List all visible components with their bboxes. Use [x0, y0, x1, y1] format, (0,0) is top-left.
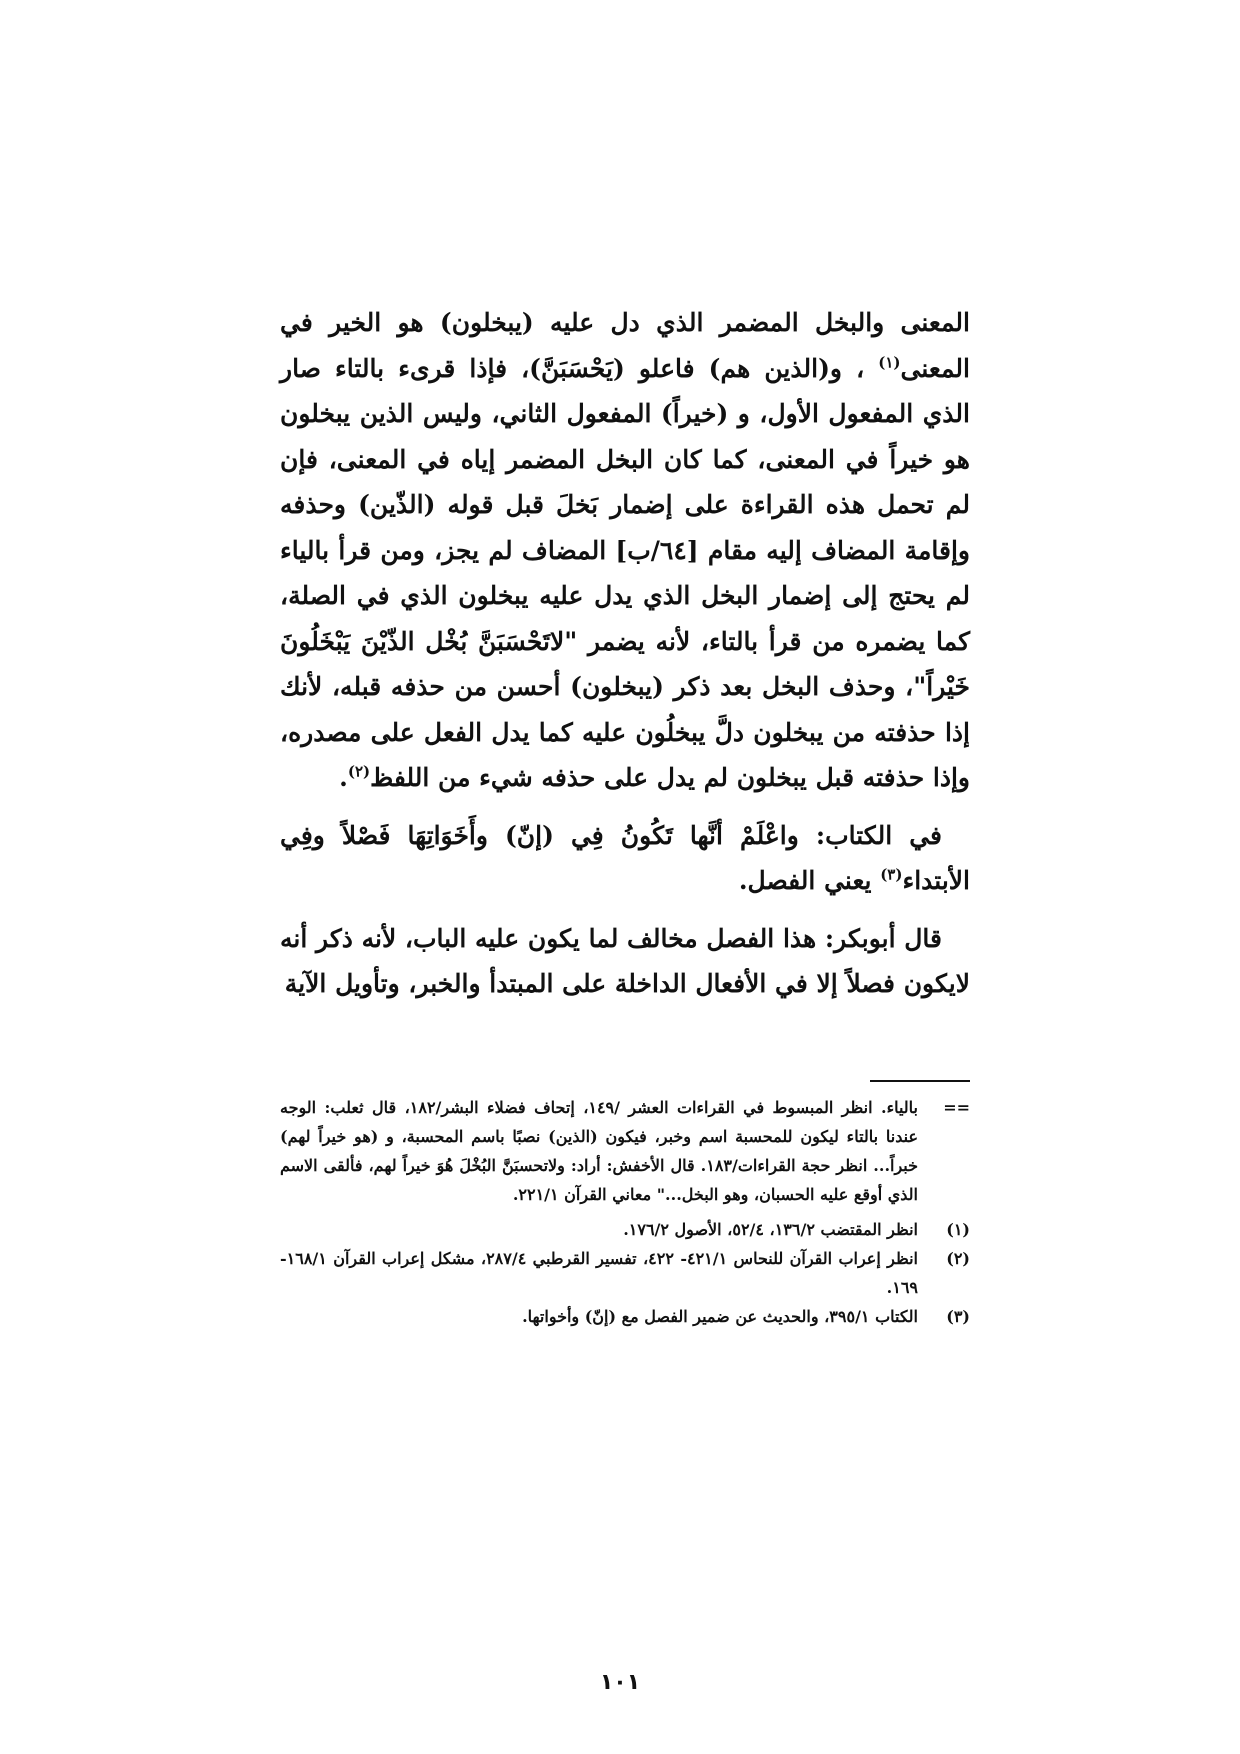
footnote-mark: (٢)	[946, 1249, 970, 1268]
footnote-separator	[870, 1080, 970, 1082]
text-line: و (خيراً) المفعول الثاني، وليس الذين يبخلون هو خيراً في المعنى، كما	[280, 399, 970, 474]
text-punct: .	[339, 763, 348, 792]
text-line: بُخْل الذّيْنَ يَبْخَلُونَ خَيْراً"، وحذف البخل بعد ذكر (يبخلون) أحسن من	[280, 626, 970, 701]
footnote-mark: ==	[943, 1098, 970, 1117]
footnote-mark: (٣)	[946, 1307, 970, 1326]
footnote-mark: (١)	[946, 1220, 970, 1239]
text-line: حذفه قبله، لأنك إذا حذفته من يبخلون دلَّ يبخلُون عليه كما يدل الفعل	[280, 672, 970, 747]
footnote-1	[280, 1215, 970, 1244]
footnote-text: انظر إعراب القرآن للنحاس ٤٢١/١- ٤٢٢، تفسير القرطبي ٢٨٧/٤، مشكل إعراب القرآن ١٦٨/١- ١٦٩.	[280, 1249, 919, 1297]
footnote-ref: (١)	[878, 353, 901, 372]
footnote-continued	[280, 1093, 970, 1209]
paragraph-1	[280, 300, 970, 801]
text-line: قال أبوبكر: هذا الفصل مخالف لما يكون عليه الباب، لأنه ذكر أنه لايكون فصلاً إلا في الأفعال الداخلة على المبتدأ والخبر، وتأويل الآية	[280, 923, 970, 998]
footnote-3	[280, 1302, 970, 1331]
footnotes	[280, 1093, 970, 1331]
text-line: يعني الفصل.	[738, 866, 881, 895]
footnote-ref: (٢)	[347, 762, 371, 781]
text-line: بَخلَ قبل قوله (الذّين) وحذفه وإقامة المضاف إليه مقام [٦٤/ب] المضاف	[280, 490, 970, 565]
text-line: في الكتاب: واعْلَمْ أنَّها تَكُونُ فِي (إنّ) وأَخَوَاتِهَا فَصْلاً وفِي الأبتداء	[280, 820, 970, 895]
footnote-ref: (٣)	[880, 865, 903, 884]
text-line: اللفظ	[370, 763, 430, 792]
text-line: المعنى والبخل المضمر الذي دل عليه (يبخلون) هو الخير في المعنى	[280, 308, 970, 383]
text-line: على مصدره، وإذا حذفته قبل يبخلون لم يدل على حذفه شيء من	[280, 717, 970, 792]
footnote-text: انظر المقتضب ١٣٦/٢، ٥٢/٤، الأصول ١٧٦/٢.	[623, 1220, 918, 1239]
footnote-text: الكتاب ٣٩٥/١، والحديث عن ضمير الفصل مع (إنّ) وأخواتها.	[522, 1307, 918, 1326]
text-line: ، و(الذين هم) فاعلو (يَحْسَبَنَّ)، فإذا قرىء بالتاء صار الذي المفعول الأول،	[280, 353, 970, 428]
text-line: لم يجز، ومن قرأ بالياء لم يحتج إلى إضمار البخل الذي يدل عليه	[280, 535, 970, 610]
page-number: ١٠١	[599, 1670, 641, 1695]
paragraph-3	[280, 916, 970, 1007]
text-line: يبخلون الذي في الصلة، كما يضمره من قرأ بالتاء، لأنه يضمر "لاتَحْسَبَنَّ	[280, 581, 970, 656]
footnote-text: انظر حجة القراءات/١٨٣. قال الأخفش: أراد: ولاتحسبَنَّ البُخْلَ هُوَ خيراً لهم، فألقى الاسم الذي أوقع عليه الحسبان، وهو البخل..." معاني القرآن ٢٢١/١.	[280, 1156, 918, 1204]
footnote-2	[280, 1244, 970, 1302]
footnote-text: بالياء. انظر المبسوط في القراءات العشر /١٤٩، إتحاف فضلاء البشر/١٨٢، قال ثعلب: الوجه عندنا بالتاء ليكون للمحسبة اسم وخبر، فيكون (الذين) نصبًا باسم المحسبة، و (هو خيراً لهم) خبراً...	[280, 1098, 918, 1175]
main-text	[280, 300, 970, 1007]
paragraph-2	[280, 813, 970, 904]
text-line: كان البخل المضمر إياه في المعنى، فإن لم تحمل هذه القراءة على إضمار	[280, 444, 970, 519]
